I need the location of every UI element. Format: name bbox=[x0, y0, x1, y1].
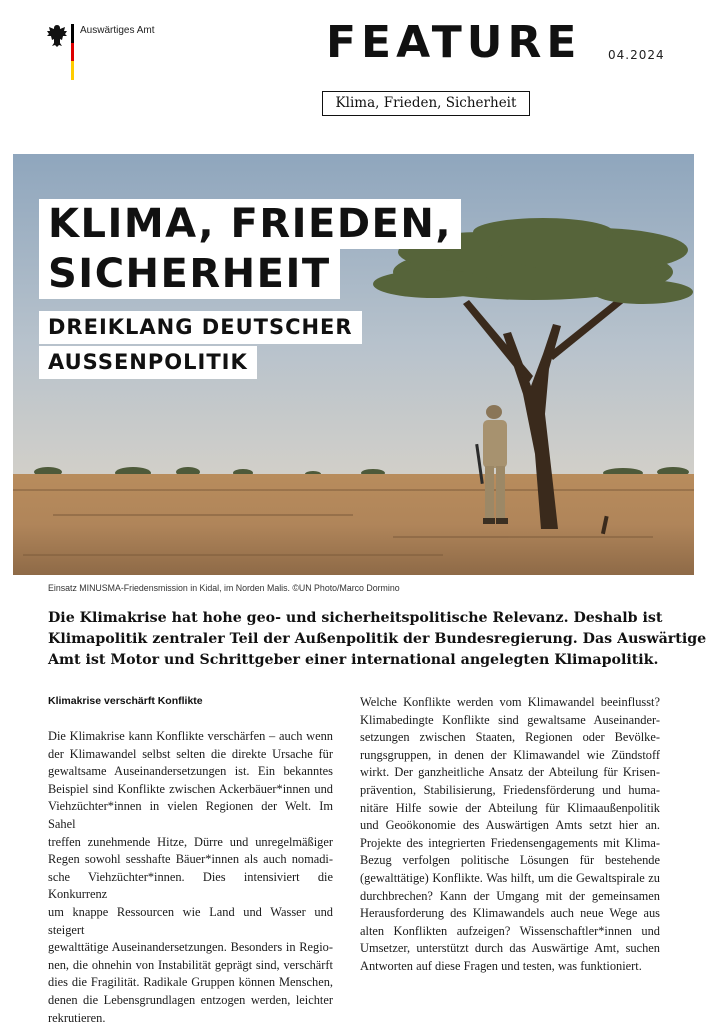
ministry-logo bbox=[46, 24, 156, 84]
body-line: Viehzüchter*innen in vielen Regionen der Welt. Im Sahel bbox=[48, 798, 333, 833]
body-line: Bezug verfolgen politische Lösungen für bestehende bbox=[360, 852, 660, 870]
lead-line: Die Klimakrise hat hohe geo- und sicherheitspolitische Relevanz. Deshalb ist bbox=[48, 608, 660, 629]
issue-date: 04.2024 bbox=[608, 48, 665, 62]
body-line: Klimabedingte Konflikte sind gewaltsame Auseinander- bbox=[360, 712, 660, 730]
body-line: durchbrechen? Kann der Umgang mit der gemeinsamen bbox=[360, 888, 660, 906]
body-line: rekrutieren. bbox=[48, 1010, 333, 1027]
body-line: alten Konflikten aufzeigen? Wissenschaftler*innen und bbox=[360, 923, 660, 941]
body-line: sche Viehzüchter*innen. Dies intensiviert die Konkurrenz bbox=[48, 869, 333, 904]
headline-line-2: SICHERHEIT bbox=[39, 249, 340, 299]
body-line: Beispiel sind Konflikte zwischen Ackerbäuer*innen und bbox=[48, 781, 333, 799]
body-column-right bbox=[360, 694, 660, 976]
photo-caption: Einsatz MINUSMA-Friedensmission in Kidal, im Norden Malis. ©UN Photo/Marco Dormino bbox=[48, 583, 400, 593]
flag-red-band bbox=[71, 43, 74, 62]
body-line: um knappe Ressourcen wie Land und Wasser und steigert bbox=[48, 904, 333, 939]
body-line: Projekte des integrierten Friedensengagements mit Klima- bbox=[360, 835, 660, 853]
body-line: wirkt. Der ganzheitliche Ansatz der Abteilung für Krisen- bbox=[360, 764, 660, 782]
body-line: nen, die ohnehin von Instabilität geprägt sind, verschärft bbox=[48, 957, 333, 975]
body-line: gewaltsame Auseinandersetzungen ist. Ein bekanntes bbox=[48, 763, 333, 781]
body-line: der Klimawandel selbst selten die direkte Ursache für bbox=[48, 746, 333, 764]
body-line: dies die Fragilität. Radikale Gruppen können Menschen, bbox=[48, 974, 333, 992]
flag-black-band bbox=[71, 24, 74, 43]
body-line: rungsgruppen, in denen der Klimawandel wie Zündstoff bbox=[360, 747, 660, 765]
headline-line-1: KLIMA, FRIEDEN, bbox=[39, 199, 461, 249]
publication-type-title: FEATURE bbox=[326, 18, 581, 68]
body-line: treffen zunehmende Hitze, Dürre und unregelmäßiger bbox=[48, 834, 333, 852]
body-line: Umsetzer, unterstützt durch das Auswärtige Amt, suchen bbox=[360, 940, 660, 958]
body-line: nitäre Hilfe sowie der Abteilung für Klimaaußenpolitik bbox=[360, 800, 660, 818]
body-line: Herausforderung des Klimawandels auch neue Wege aus bbox=[360, 905, 660, 923]
body-line: Die Klimakrise kann Konflikte verschärfen – auch wenn bbox=[48, 728, 333, 746]
ministry-name: Auswärtiges Amt bbox=[80, 25, 154, 36]
body-line: denen die Lebensgrundlagen entzogen werden, leichter bbox=[48, 992, 333, 1010]
body-line: und Geoökonomie des Auswärtigen Amts setzt hier an. bbox=[360, 817, 660, 835]
body-line: Antworten auf diese Fragen und testen, was funktioniert. bbox=[360, 958, 660, 976]
lead-paragraph bbox=[48, 608, 660, 671]
body-column-left bbox=[48, 728, 333, 1027]
body-line: Regen sowohl sesshafte Bäuer*innen als auch nomadi- bbox=[48, 851, 333, 869]
section-heading: Klimakrise verschärft Konflikte bbox=[48, 695, 203, 707]
body-line: (gewalttätige) Konflikte. Was hilft, um die Gewaltspirale zu bbox=[360, 870, 660, 888]
body-line: Welche Konflikte werden vom Klimawandel beeinflusst? bbox=[360, 694, 660, 712]
topic-label-box: Klima, Frieden, Sicherheit bbox=[322, 91, 530, 116]
subheadline-line-2: AUSSENPOLITIK bbox=[39, 346, 257, 379]
federal-eagle-icon bbox=[46, 24, 68, 48]
subheadline-line-1: DREIKLANG DEUTSCHER bbox=[39, 311, 362, 344]
lead-line: Klimapolitik zentraler Teil der Außenpolitik der Bundesregierung. Das Auswärtige bbox=[48, 629, 660, 650]
body-line: gewalttätige Auseinandersetzungen. Besonders in Regio- bbox=[48, 939, 333, 957]
lead-line: Amt ist Motor und Schrittgeber einer international angelegten Klimapolitik. bbox=[48, 650, 660, 671]
flag-gold-band bbox=[71, 61, 74, 80]
body-line: setzungen zwischen Staaten, Regionen oder Bevölke- bbox=[360, 729, 660, 747]
body-line: prävention, Stabilisierung, Friedensförderung und huma- bbox=[360, 782, 660, 800]
german-flag-stripe bbox=[71, 24, 74, 80]
